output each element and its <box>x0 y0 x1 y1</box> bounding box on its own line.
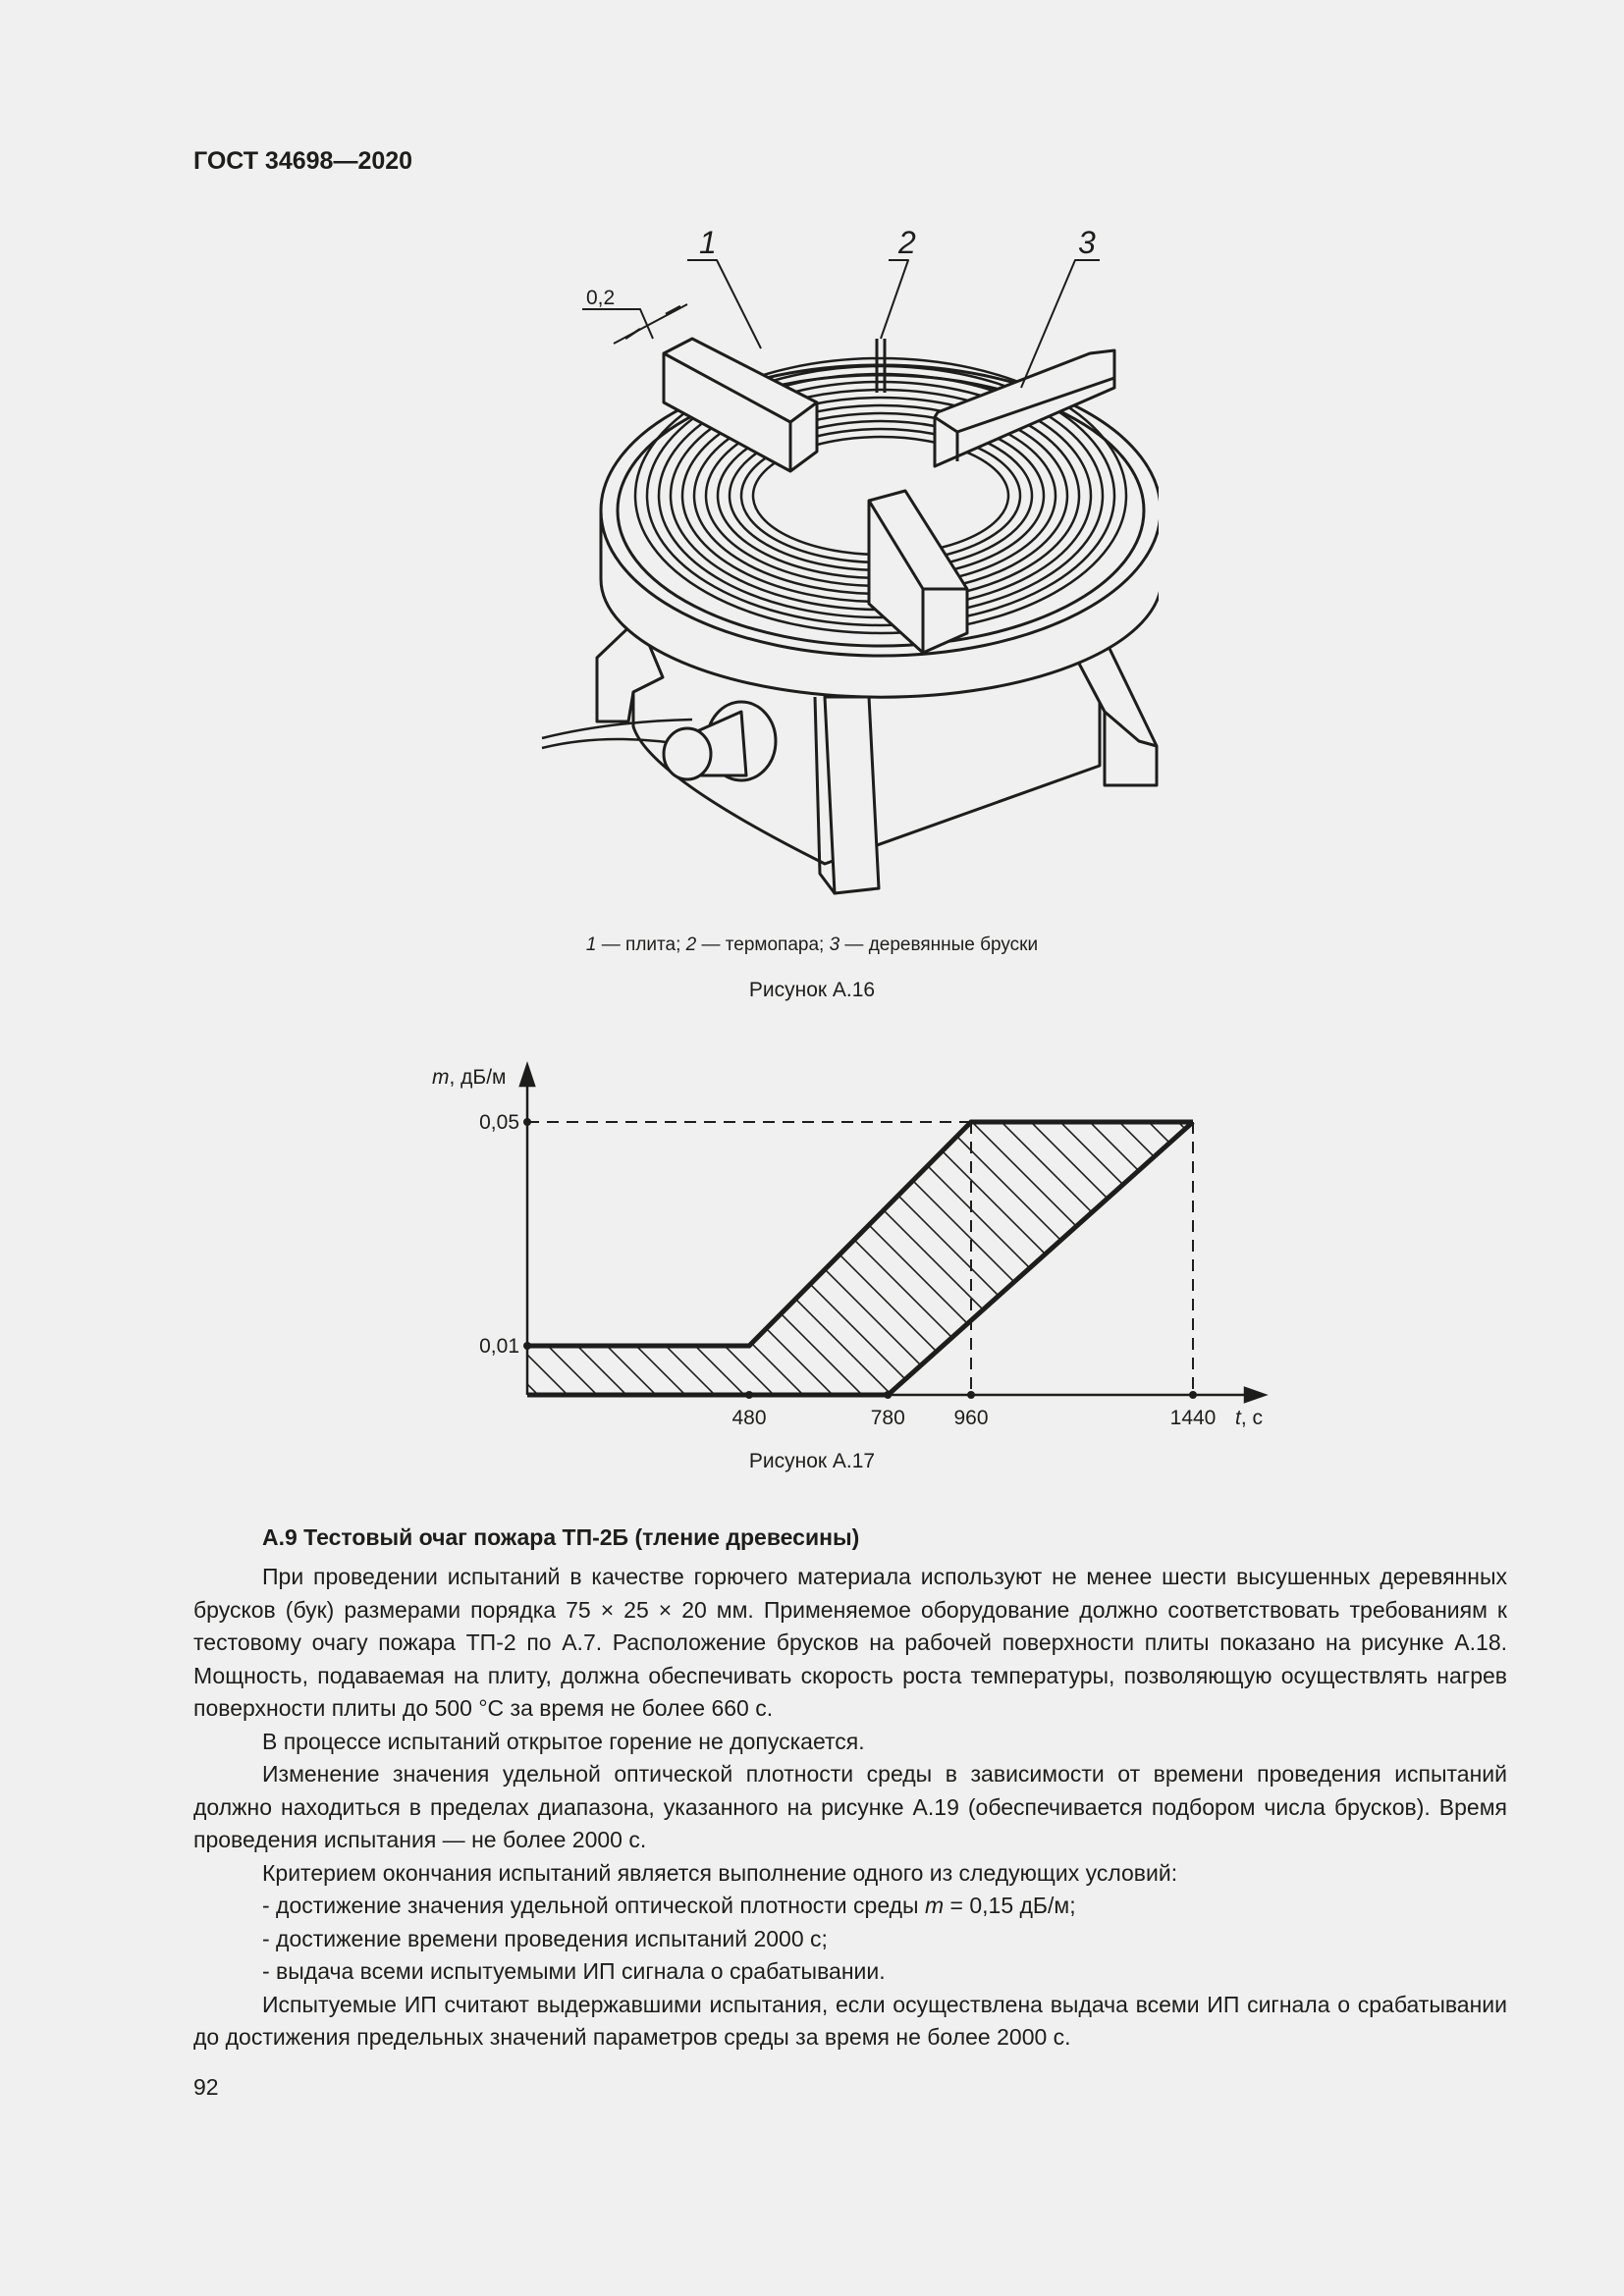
x-tick-mark <box>884 1391 892 1399</box>
y-tick-mark <box>523 1118 531 1126</box>
paragraph-4: Критерием окончания испытаний является выполнение одного из следующих условий: <box>262 1859 1178 1886</box>
hatch-line <box>488 1080 812 1404</box>
hatch-line <box>841 1080 1165 1404</box>
hatch-line <box>812 1080 1136 1404</box>
hatch-line <box>871 1080 1195 1404</box>
y-tick-mark <box>523 1342 531 1350</box>
list-item-2: - достижение времени проведения испытаний 2000 с; <box>262 1925 828 1951</box>
hatch-line <box>724 1080 1048 1404</box>
paragraph-2: В процессе испытаний открытое горение не допускается. <box>262 1728 865 1754</box>
hatch-line <box>753 1080 1077 1404</box>
figure-a17-chart <box>422 1050 1306 1443</box>
list-item-3: - выдача всеми испытуемыми ИП сигнала о срабатывании. <box>262 1958 886 1984</box>
hatch-line <box>606 1080 930 1404</box>
gap-dimension-label: 0,2 <box>586 287 616 309</box>
hatched-tolerance-band <box>422 1080 1306 1404</box>
x-axis-arrow <box>1245 1388 1265 1402</box>
callout-3: 3 <box>1078 225 1096 260</box>
hatch-line <box>422 1080 488 1404</box>
hatch-line <box>1254 1080 1306 1404</box>
document-header: ГОСТ 34698—2020 <box>193 147 413 175</box>
figure-a16-caption: Рисунок А.16 <box>748 979 876 1001</box>
figure-a16-legend: 1 — плита; 2 — термопара; 3 — деревянные бруски <box>585 934 1039 955</box>
hatch-line <box>1107 1080 1306 1404</box>
paragraph-1: При проведении испытаний в качестве горючего материала используют не менее шести высушенных деревянных брусков (бук) размерами порядка 75 × 25 × 20 мм. Применяемое оборудование должно соответствовать требованиям к тестовому очагу пожара ТП-2 по А.7. Расположение брусков на рабочей поверхности плиты показано на рисунке А.18. Мощность, подаваемая на плиту, должна обеспечивать скорость роста температуры, позволяющую осуществлять нагрев поверхности плиты до 500 °С за время не более 660 с. <box>193 1564 1507 1721</box>
hatch-line <box>1224 1080 1306 1404</box>
y-axis-arrow <box>520 1065 534 1086</box>
hatch-line <box>665 1080 989 1404</box>
lower-boundary-line <box>527 1122 1193 1395</box>
hatch-line <box>930 1080 1254 1404</box>
dashed-guide-lines <box>527 1122 1193 1395</box>
figure-a17-caption: Рисунок А.17 <box>748 1450 876 1472</box>
section-heading: А.9 Тестовый очаг пожара ТП-2Б (тление древесины) <box>262 1524 860 1550</box>
hatch-line <box>547 1080 871 1404</box>
hatch-line <box>1283 1080 1306 1404</box>
hatch-line <box>1136 1080 1306 1404</box>
hatch-line <box>1195 1080 1306 1404</box>
x-tick-label: 960 <box>953 1407 989 1429</box>
y-tick-label: 0,01 <box>479 1335 519 1358</box>
x-tick-mark <box>745 1391 753 1399</box>
x-tick-label: 480 <box>731 1407 767 1429</box>
x-axis-label: t, с <box>1235 1407 1264 1429</box>
x-tick-label: 780 <box>870 1407 905 1429</box>
x-tick-mark <box>1189 1391 1197 1399</box>
list-item-1: - достижение значения удельной оптической плотности среды m = 0,15 дБ/м; <box>262 1893 1076 1918</box>
hatch-line <box>429 1080 753 1404</box>
paragraph-5: Испытуемые ИП считают выдержавшими испытания, если осуществлена выдача всеми ИП сигнала о срабатывании до достижения предельных значений параметров среды за время не более 2000 с. <box>193 1991 1507 2050</box>
y-tick-label: 0,05 <box>479 1111 519 1134</box>
axis-tick-marks <box>479 1111 1216 1429</box>
callout-2: 2 <box>898 225 916 260</box>
callout-1: 1 <box>699 225 717 260</box>
hatch-line <box>989 1080 1306 1404</box>
hatch-line <box>1048 1080 1306 1404</box>
x-tick-mark <box>967 1391 975 1399</box>
y-axis-label: m, дБ/м <box>432 1066 507 1089</box>
figure-a16-hotplate-drawing <box>530 221 1159 908</box>
x-tick-label: 1440 <box>1169 1407 1217 1429</box>
hatch-line <box>517 1080 841 1404</box>
hatch-line <box>635 1080 959 1404</box>
page-number: 92 <box>193 2074 219 2100</box>
paragraph-3: Изменение значения удельной оптической плотности среды в зависимости от времени проведения испытаний должно находиться в пределах диапазона, указанного на рисунке А.19 (обеспечивается подбором числа брусков). Время проведения испытания — не более 2000 с. <box>193 1761 1507 1852</box>
hatch-line <box>422 1080 724 1404</box>
hatch-line <box>959 1080 1283 1404</box>
hatch-line <box>422 1080 459 1404</box>
hatch-line <box>1077 1080 1306 1404</box>
hatch-line <box>422 1080 665 1404</box>
hatch-line <box>694 1080 1018 1404</box>
section-body <box>193 1561 1507 2055</box>
